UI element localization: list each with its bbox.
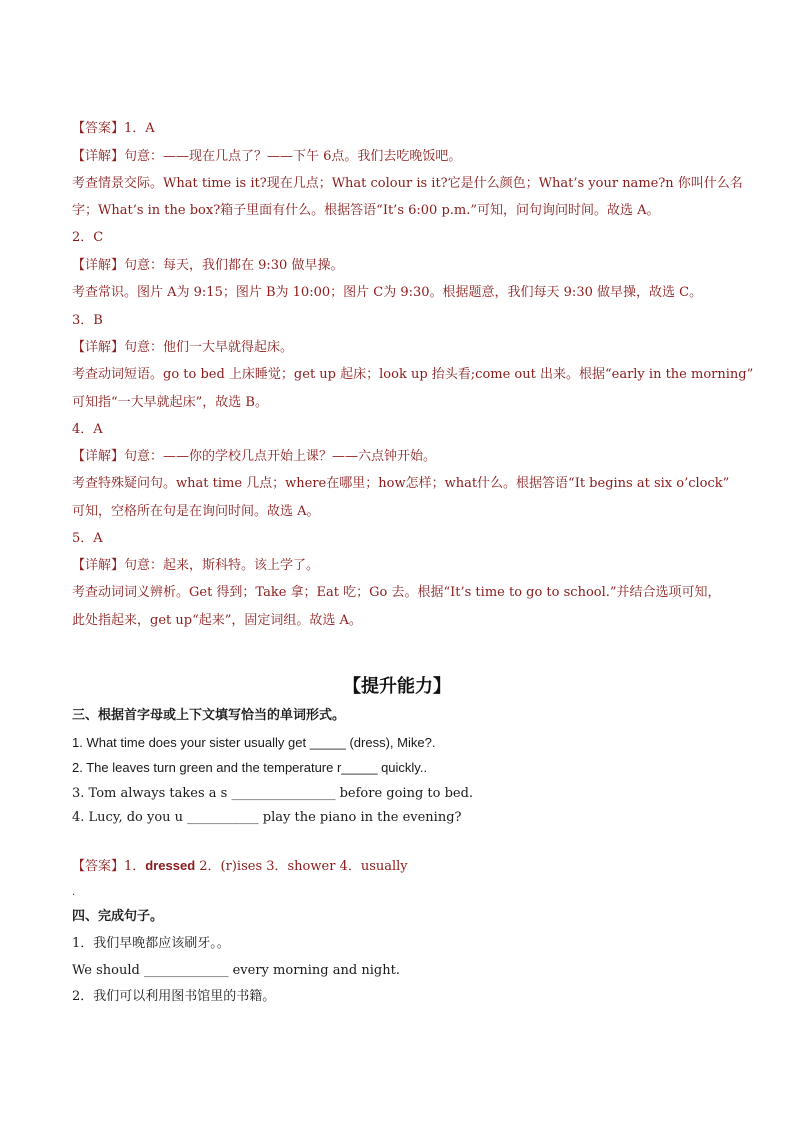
q3-detail: 【详解】句意：他们一大早就得起床。 bbox=[72, 340, 294, 355]
q4-answer: 4．A bbox=[72, 422, 103, 437]
q5-answer: 5．A bbox=[72, 531, 103, 546]
q2-answer: 2．C bbox=[72, 230, 104, 245]
q4-explanation-b: 可知，空格所在句是在询问时间。故选 A。 bbox=[72, 504, 320, 519]
part3-answer-line bbox=[72, 857, 408, 876]
q5-detail: 【详解】句意：起来，斯科特。该上学了。 bbox=[72, 558, 320, 573]
part3-answer-bold: dressed bbox=[145, 858, 196, 873]
part4-heading: 四、完成句子。 bbox=[72, 909, 164, 924]
part3-answer-prefix: 【答案】1． bbox=[72, 859, 146, 874]
part3-item-3: 3. Tom always takes a s ________________ before going to bed. bbox=[72, 786, 474, 801]
answer-line-1: 【答案】1．A bbox=[72, 121, 155, 136]
part3-item-2: 2. The leaves turn green and the temperature r_____ quickly.. bbox=[72, 760, 428, 775]
q4-detail: 【详解】句意：——你的学校几点开始上课？——六点钟开始。 bbox=[72, 449, 437, 464]
q2-explanation: 考查常识。图片 A为 9:15；图片 B为 10:00；图片 C为 9:30。根据题意，我们每天 9:30 做早操，故选 C。 bbox=[72, 285, 703, 300]
part3-answer-rest: 2．(r)ises 3．shower 4．usually bbox=[195, 859, 408, 874]
part4-q1-chinese: 1．我们早晚都应该刷牙。。 bbox=[72, 936, 230, 951]
q5-explanation-b: 此处指起来，get up“起来”，固定词组。故选 A。 bbox=[72, 613, 362, 628]
part4-q2-chinese: 2．我们可以利用图书馆里的书籍。 bbox=[72, 989, 276, 1004]
q3-explanation-b: 可知指“一大早就起床”，故选 B。 bbox=[72, 395, 268, 410]
q2-detail: 【详解】句意：每天，我们都在 9:30 做早操。 bbox=[72, 258, 344, 273]
q5-explanation-a: 考查动词词义辨析。Get 得到；Take 拿；Eat 吃；Go 去。根据“It’s time to go to school.”并结合选项可知， bbox=[72, 585, 721, 600]
part3-heading: 三、根据首字母或上下文填写恰当的单词形式。 bbox=[72, 708, 346, 723]
part3-item-1: 1. What time does your sister usually get _____ (dress), Mike?. bbox=[72, 735, 436, 750]
q1-detail: 【详解】句意：——现在几点了？——下午 6点。我们去吃晚饭吧。 bbox=[72, 149, 462, 164]
part3-item-4: 4. Lucy, do you u ___________ play the piano in the evening? bbox=[72, 810, 462, 825]
part4-q1-english: We should _____________ every morning and night. bbox=[72, 963, 400, 978]
q3-answer: 3．B bbox=[72, 313, 103, 328]
stray-dot: . bbox=[72, 887, 76, 898]
q1-explanation-b: 字；What’s in the box?箱子里面有什么。根据答语“It’s 6:00 p.m.”可知，问句询问时间。故选 A。 bbox=[72, 203, 660, 218]
section-title: 【提升能力】 bbox=[343, 676, 451, 697]
q3-explanation-a: 考查动词短语。go to bed 上床睡觉；get up 起床；look up 抬头看;come out 出来。根据“early in the morning” bbox=[72, 367, 754, 382]
q4-explanation-a: 考查特殊疑问句。what time 几点；where在哪里；how怎样；what什么。根据答语“It begins at six o’clock” bbox=[72, 476, 730, 491]
q1-explanation-a: 考查情景交际。What time is it?现在几点；What colour is it?它是什么颜色；What’s your name?n 你叫什么名 bbox=[72, 176, 743, 191]
